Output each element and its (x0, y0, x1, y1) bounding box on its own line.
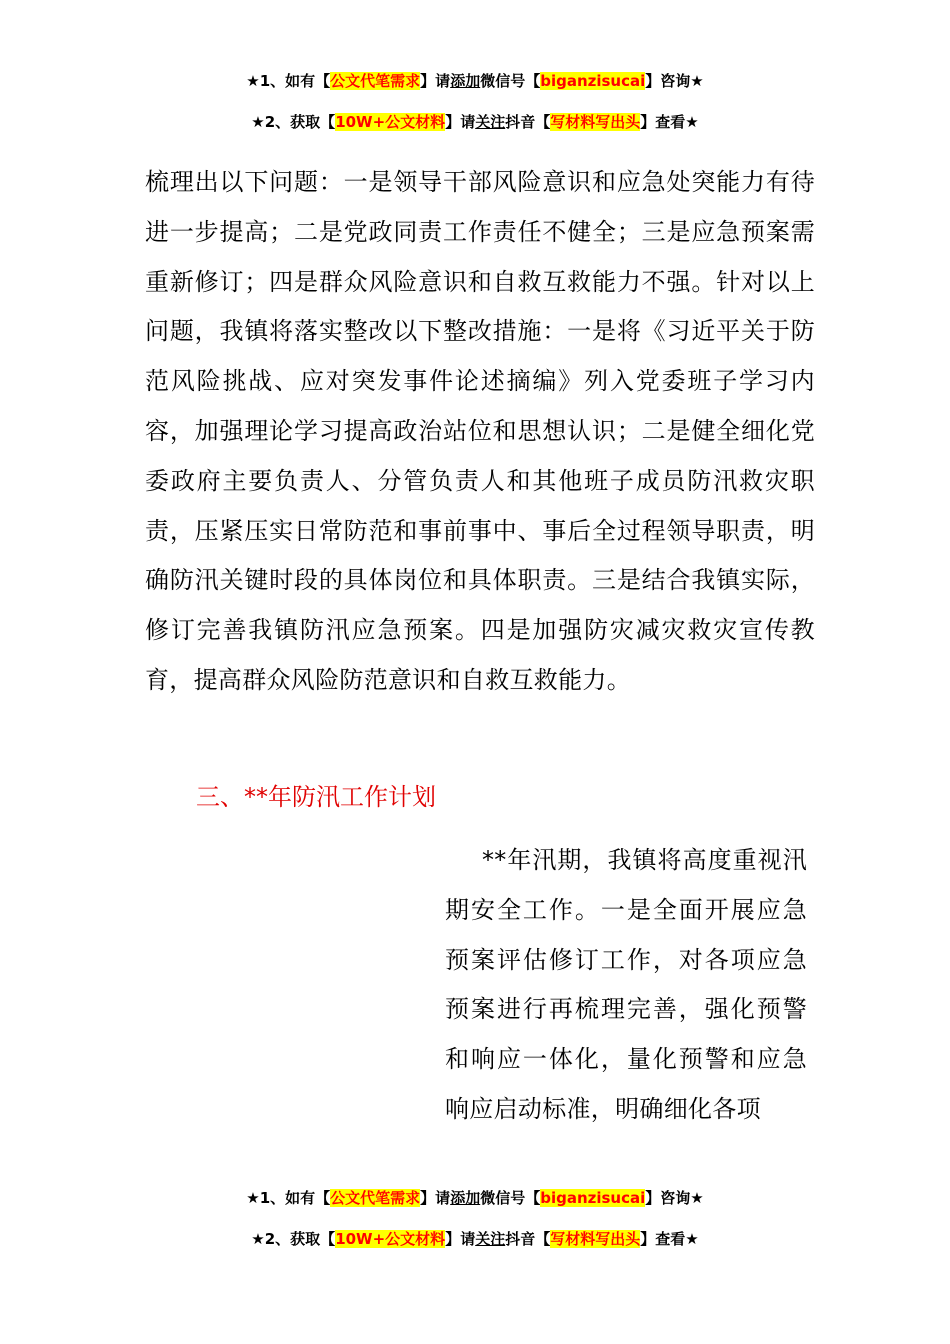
promo-text: 】请 (420, 1189, 451, 1207)
promo-highlight: 10W+公文材料 (335, 113, 446, 131)
promo-douyin-id: 写材料写出头 (550, 1230, 641, 1248)
footer-promo-line-2 (0, 1227, 950, 1251)
promo-highlight: 公文代笔需求 (330, 72, 421, 90)
body-paragraph: 梳理出以下问题：一是领导干部风险意识和应急处突能力有待进一步提高；二是党政同责工作责任不健全；三是应急预案需重新修订；四是群众风险意识和自救互救能力不强。针对以上问题，我镇将落实整改以下整改措施：一是将《习近平关于防范风险挑战、应对突发事件论述摘编》列入党委班子学习内容，加强理论学习提高政治站位和思想认识；二是健全细化党委政府主要负责人、分管负责人和其他班子成员防汛救灾职责，压紧压实日常防范和事前事中、事后全过程领导职责，明确防汛关键时段的具体岗位和具体职责。三是结合我镇实际，修订完善我镇防汛应急预案。四是加强防灾减灾救灾宣传教育，提高群众风险防范意识和自救互救能力。 (145, 168, 815, 694)
promo-underlined-text: 添加 (450, 72, 481, 90)
promo-text: 抖音【 (505, 113, 551, 131)
promo-suffix: 】咨询★ (645, 72, 704, 90)
promo-text: 】请 (420, 72, 451, 90)
promo-underlined-text: 关注 (475, 1230, 506, 1248)
promo-text: 抖音【 (505, 1230, 551, 1248)
promo-highlight: 10W+公文材料 (335, 1230, 446, 1248)
promo-suffix: 】查看★ (640, 113, 699, 131)
promo-suffix: 】查看★ (640, 1230, 699, 1248)
promo-text: 】请 (445, 1230, 476, 1248)
promo-text: 】请 (445, 113, 476, 131)
promo-text: 微信号【 (480, 1189, 541, 1207)
header-promo-line-1 (0, 69, 950, 93)
promo-wechat-id: biganzisucai (540, 72, 646, 90)
promo-prefix: ★2、获取【 (251, 113, 336, 131)
promo-underlined-text: 添加 (450, 1189, 481, 1207)
promo-prefix: ★1、如有【 (246, 1189, 331, 1207)
promo-suffix: 】咨询★ (645, 1189, 704, 1207)
promo-prefix: ★2、获取【 (251, 1230, 336, 1248)
promo-prefix: ★1、如有【 (246, 72, 331, 90)
promo-wechat-id: biganzisucai (540, 1189, 646, 1207)
section-heading: 三、**年防汛工作计划 (196, 783, 436, 811)
plan-paragraph: **年汛期，我镇将高度重视汛期安全工作。一是全面开展应急预案评估修订工作，对各项应急预案进行再梳理完善，强化预警和响应一体化，量化预警和应急响应启动标准，明确细化各项 (445, 846, 807, 1123)
promo-text: 微信号【 (480, 72, 541, 90)
promo-underlined-text: 关注 (475, 113, 506, 131)
header-promo-line-2 (0, 110, 950, 134)
footer-promo-line-1 (0, 1186, 950, 1210)
promo-douyin-id: 写材料写出头 (550, 113, 641, 131)
promo-highlight: 公文代笔需求 (330, 1189, 421, 1207)
